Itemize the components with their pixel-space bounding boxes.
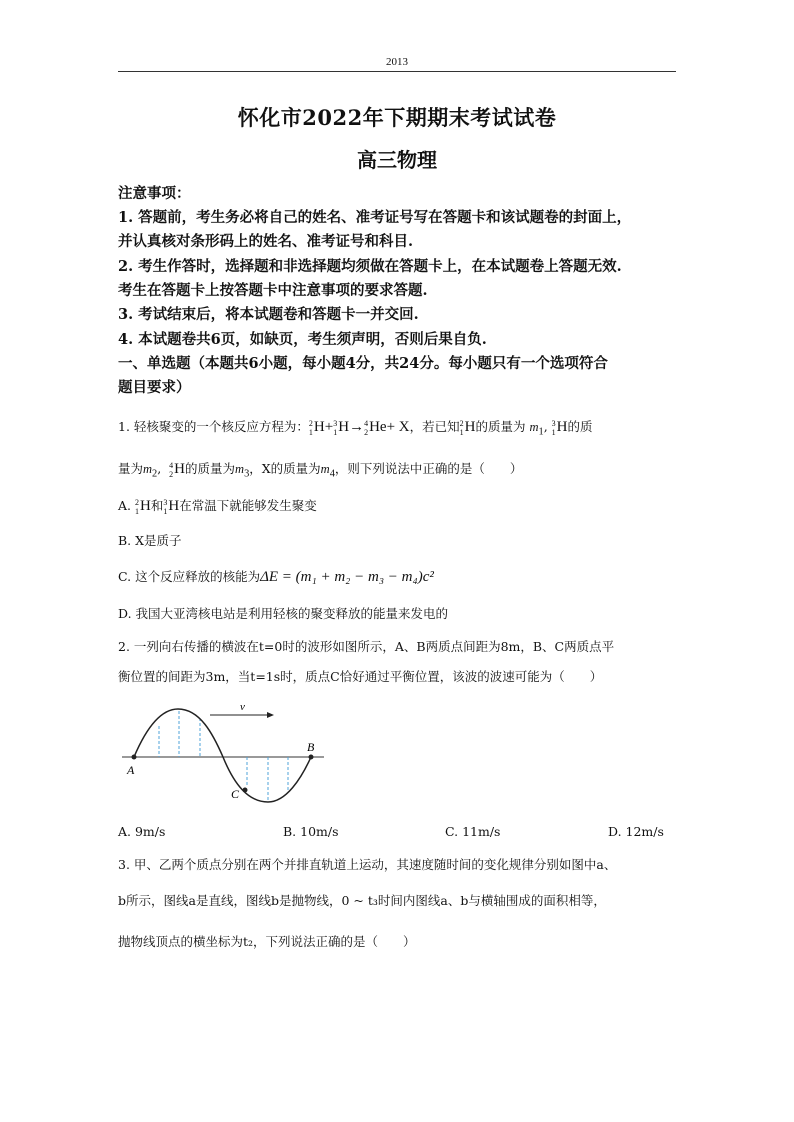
notice-item-4: 4. 本试题卷共6页，如缺页，考生须声明，否则后果自负. — [118, 331, 487, 348]
q1-option-b: B. X是质子 — [118, 533, 182, 548]
q3-stem-line2: b所示，图线a是直线，图线b是抛物线，0 ~ t₃时间内图线a、b与横轴围成的面积相等， — [118, 893, 606, 908]
header-rule — [118, 71, 676, 72]
q2-option-b: B. 10m/s — [283, 824, 339, 839]
dashed-guides — [159, 711, 288, 801]
q1-stem-line2: 量为$m_2$, 4 2 H的质量为$m_3$，X的质量为$m_4$，则下列说法中正确的是（ ） — [118, 460, 523, 480]
point-a-marker — [132, 755, 137, 760]
point-c-marker — [243, 788, 248, 793]
point-b-label: B — [307, 740, 315, 754]
q2-stem-line1: 2. 一列向右传播的横波在t=0时的波形如图所示，A、B两质点间距为8m，B、C两质点平 — [118, 639, 615, 654]
point-b-marker — [309, 755, 314, 760]
q1-stem-line1: 1. 轻核聚变的一个核反应方程为： 2 1 H+ 3 1 H→ 4 2 He+ X，若已知 2 1 H的质量为 $m_1$, 3 1 H的质 — [118, 418, 593, 438]
velocity-arrowhead — [267, 712, 274, 718]
velocity-label: v — [240, 701, 245, 713]
q2-option-a: A. 9m/s — [118, 824, 166, 839]
notice-item-3: 3. 考试结束后，将本试题卷和答题卡一并交回. — [118, 306, 419, 323]
section-heading: 一、单选题（本题共6小题，每小题4分，共24分。每小题只有一个选项符合 — [118, 355, 608, 372]
q3-stem-line3: 抛物线顶点的横坐标为t₂，下列说法正确的是（ ） — [118, 934, 416, 949]
point-c-label: C — [231, 787, 240, 801]
q1-option-c: C. 这个反应释放的核能为ΔE = (m₁ + m₂ − m₃ − m₄)c² — [118, 569, 434, 585]
q2-option-d: D. 12m/s — [608, 824, 664, 839]
point-a-label: A — [127, 763, 135, 777]
page-header-code: 2013 — [386, 56, 408, 68]
q2-option-c: C. 11m/s — [445, 824, 501, 839]
q1-option-a: A. 2 1 H和 3 1 H在常温下就能够发生聚变 — [118, 497, 317, 516]
section-heading-cont: 题目要求） — [118, 379, 191, 396]
wave-curve — [134, 709, 311, 802]
notice-item-2-cont: 考生在答题卡上按答题卡中注意事项的要求答题. — [118, 282, 428, 299]
exam-subject: 高三物理 — [357, 148, 437, 172]
notice-item-1-cont: 并认真核对条形码上的姓名、准考证号和科目. — [118, 233, 414, 250]
notice-item-1: 1. 答题前，考生务必将自己的姓名、准考证号写在答题卡和该试题卷的封面上， — [118, 209, 632, 226]
notice-item-2: 2. 考生作答时，选择题和非选择题均须做在答题卡上，在本试题卷上答题无效. — [118, 258, 622, 275]
exam-title: 怀化市2022年下期期末考试试卷 — [237, 105, 557, 130]
wave-figure — [118, 694, 328, 806]
notice-heading: 注意事项： — [118, 185, 191, 202]
q2-stem-line2: 衡位置的间距为3m，当t=1s时，质点C恰好通过平衡位置，该波的波速可能为（ ） — [118, 669, 603, 684]
q1-option-d: D. 我国大亚湾核电站是利用轻核的聚变释放的能量来发电的 — [118, 606, 449, 621]
q3-stem-line1: 3. 甲、乙两个质点分别在两个并排直轨道上运动，其速度随时间的变化规律分别如图中a、 — [118, 857, 617, 872]
